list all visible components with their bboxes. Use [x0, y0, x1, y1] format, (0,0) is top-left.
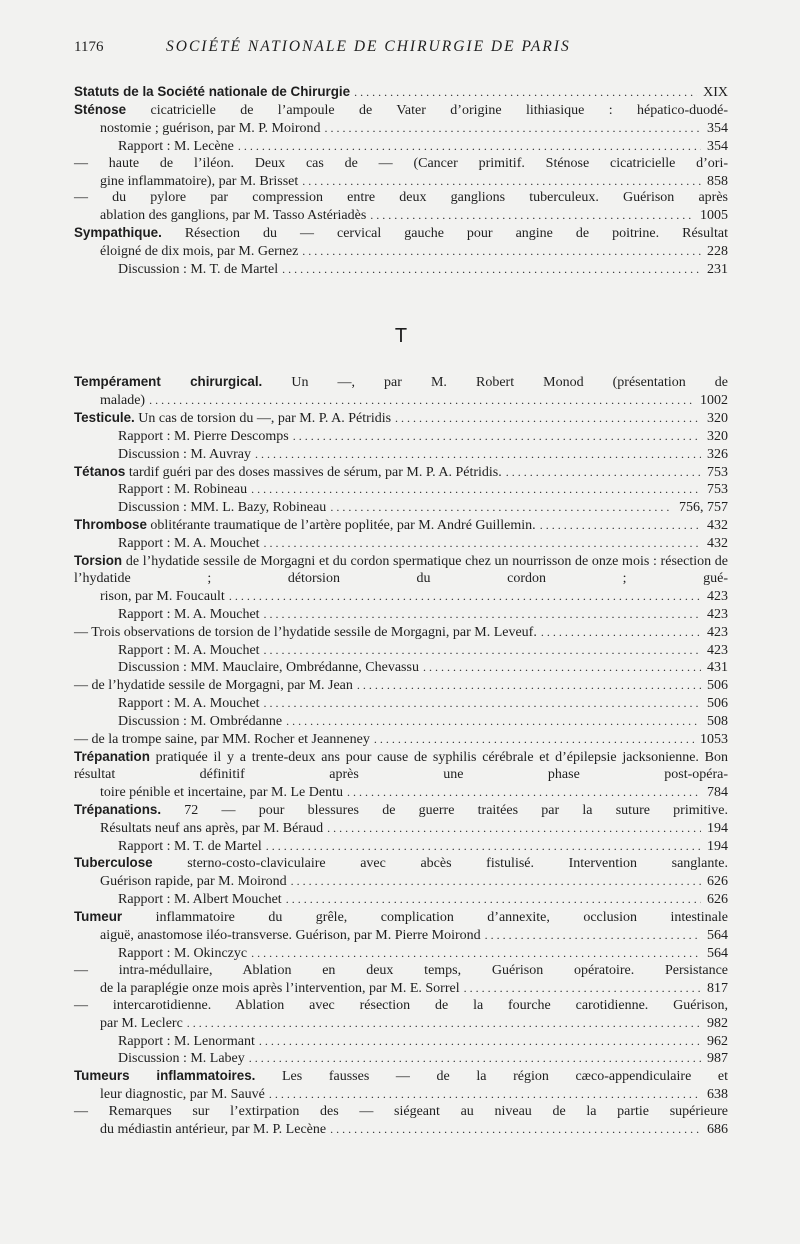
index-line — [74, 410, 728, 428]
entry-continuation: gine inflammatoire), par M. Brisset — [100, 173, 299, 189]
index-entry-thrombose-rap — [74, 535, 728, 553]
line-text — [118, 643, 260, 660]
section-letter: T — [394, 324, 408, 347]
entry-continuation: de la paraplégie onze mois après l’intervention, par M. E. Sorrel — [100, 980, 460, 996]
entry-continuation: nostomie ; guérison, par M. P. Moirond — [100, 120, 321, 136]
sub-entry-text: Rapport : M. A. Mouchet — [118, 642, 260, 658]
dot-leader — [282, 261, 701, 278]
page-ref: 817 — [707, 980, 728, 996]
entry-continuation: toire pénible et incertaine, par M. Le Dentu — [100, 784, 343, 800]
line-text — [118, 696, 260, 713]
line-text — [100, 174, 298, 191]
entry-first-line — [74, 963, 728, 980]
sub-entry-text: Discussion : MM. Mauclaire, Ombrédanne, Chevassu — [118, 660, 419, 676]
index-line — [74, 927, 728, 945]
entry-text: Un —, par M. Robert Monod (présentation de — [291, 374, 728, 390]
line-text — [118, 536, 260, 553]
dot-leader — [238, 138, 701, 155]
index-line — [74, 481, 728, 499]
page-ref: 784 — [707, 784, 728, 800]
index-line — [74, 261, 728, 279]
page-ref: 564 — [707, 928, 728, 944]
dot-leader — [506, 464, 701, 481]
entry-continuation: par M. Leclerc — [100, 1015, 183, 1031]
index-line — [74, 677, 728, 695]
line-text — [74, 625, 537, 642]
page-ref: 962 — [707, 1033, 728, 1049]
index-line — [74, 446, 728, 464]
page-ref: 753 — [707, 482, 728, 498]
index-line — [74, 945, 728, 963]
page-ref: 431 — [707, 660, 728, 676]
index-entry-stenose-ileon — [74, 156, 728, 191]
page-ref: 626 — [707, 874, 728, 890]
page-ref: 1053 — [700, 732, 728, 748]
entry-continuation: Résultats neuf ans après, par M. Béraud — [100, 820, 324, 836]
page-ref: 638 — [707, 1087, 728, 1103]
entry-text: Les fausses — de la région cæco-appendiculaire et — [282, 1069, 729, 1085]
index-line — [74, 1086, 728, 1104]
index-entry-sympathique-disc — [74, 261, 728, 279]
line-text — [100, 928, 481, 945]
index-line — [74, 138, 728, 156]
sub-entry-text: Rapport : M. Pierre Descomps — [118, 428, 289, 444]
line-text — [118, 892, 282, 909]
index-line — [74, 499, 728, 517]
entry-heading: Sympathique. — [74, 225, 162, 241]
page-ref: 626 — [707, 892, 728, 908]
dot-leader — [347, 784, 701, 801]
line-text — [118, 607, 260, 624]
sub-entry-text: Rapport : M. Lenormant — [118, 1033, 255, 1049]
entry-continuation: leur diagnostic, par M. Sauvé — [100, 1087, 265, 1103]
line-text — [100, 1087, 265, 1104]
page-ref: 753 — [707, 464, 728, 480]
index-line — [74, 1033, 728, 1051]
dot-leader — [149, 392, 694, 409]
entry-continuation: Guérison rapide, par M. Moirond — [100, 874, 287, 890]
dot-leader — [249, 1050, 701, 1067]
page-ref: 432 — [707, 518, 728, 534]
index-entry-torsion-rap — [74, 606, 728, 624]
index-line — [74, 624, 728, 642]
line-text — [118, 1034, 255, 1051]
index-line — [74, 464, 728, 482]
line-text — [118, 139, 234, 156]
running-title: SOCIÉTÉ NATIONALE DE CHIRURGIE DE PARIS — [166, 38, 571, 55]
page-ref: 354 — [707, 138, 728, 154]
page-ref: 326 — [707, 446, 728, 462]
entry-text: sterno-costo-claviculaire avec abcès fistulisé. Intervention sanglante. — [187, 856, 729, 872]
index-entry-tumeur — [74, 909, 728, 945]
entry-continuation: rison, par M. Foucault — [100, 588, 225, 604]
page-ref: 320 — [707, 428, 728, 444]
page-ref: 320 — [707, 410, 728, 426]
page-ref: 508 — [707, 714, 728, 730]
entry-text: — de l’hydatide sessile de Morgagni, par M. Jean — [74, 678, 353, 694]
entry-continuation: aiguë, anastomose iléo-transverse. Guérison, par M. Pierre Moirond — [100, 928, 481, 944]
entry-heading: Testicule. — [74, 409, 135, 425]
line-text — [74, 410, 391, 428]
entry-heading: Tempérament chirurgical. — [74, 373, 263, 389]
entry-first-line — [74, 855, 728, 873]
index-line — [74, 243, 728, 261]
page-ref: 423 — [707, 624, 728, 640]
entry-heading: Tumeur — [74, 909, 123, 925]
line-text — [100, 981, 460, 998]
entry-text: — intercarotidienne. Ablation avec résection de la fourche carotidienne. Guérison, — [74, 997, 728, 1013]
sub-entry-text: Rapport : M. Robineau — [118, 482, 248, 498]
index-entry-torsion — [74, 553, 728, 606]
page-ref: 858 — [707, 173, 728, 189]
entry-first-line — [74, 909, 728, 927]
dot-leader — [330, 499, 673, 516]
entry-heading: Torsion — [74, 553, 123, 569]
line-text — [100, 589, 225, 606]
index-line — [74, 1121, 728, 1139]
sub-entry-text: Discussion : M. Auvray — [118, 446, 251, 462]
entry-first-line — [74, 1068, 728, 1086]
entry-first-line — [74, 102, 728, 120]
entry-text: tardif guéri par des doses massives de sérum, par M. P. A. Pétridis. — [128, 464, 502, 480]
index-line — [74, 838, 728, 856]
index-entry-tumeur-rap — [74, 945, 728, 963]
line-text — [100, 121, 321, 138]
entry-first-line — [74, 553, 728, 588]
entry-heading: Tuberculose — [74, 855, 153, 871]
page-ref: XIX — [703, 85, 728, 100]
index-line — [74, 713, 728, 731]
dot-leader — [325, 120, 702, 137]
dot-leader — [485, 927, 701, 944]
index-entry-stenose-pylore — [74, 190, 728, 225]
page-ref: 194 — [707, 820, 728, 836]
page-ref: 506 — [707, 696, 728, 712]
index-entry-trepanation — [74, 749, 728, 802]
index-line — [74, 428, 728, 446]
line-text — [100, 244, 298, 261]
entry-text: 72 — pour blessures de guerre traitées par la suture primitive. — [184, 802, 729, 818]
line-text — [118, 1051, 245, 1068]
index-entry-torsion-trois-disc — [74, 659, 728, 677]
sub-entry-text: Rapport : M. T. de Martel — [118, 838, 262, 854]
index-line — [74, 1050, 728, 1068]
index-line — [74, 873, 728, 891]
index-line — [74, 606, 728, 624]
entry-text: inflammatoire du grêle, complication d’annexite, occlusion intestinale — [155, 910, 728, 926]
index-line — [74, 1015, 728, 1033]
page-ref: 423 — [707, 588, 728, 604]
entry-text: pratiquée il y a trente-deux ans pour cause de syphilis cérébrale et d’épilepsie jacksonienne. Bon résultat définitif après une phase post-opéra- — [74, 750, 729, 782]
page-ref: 1002 — [700, 392, 728, 408]
index-line — [74, 173, 728, 191]
page-ref: 686 — [707, 1122, 728, 1138]
line-text — [100, 393, 145, 410]
sub-entry-text: Rapport : M. A. Mouchet — [118, 696, 260, 712]
dot-leader — [330, 1121, 701, 1138]
page-ref: 432 — [707, 536, 728, 552]
entry-text: Un cas de torsion du —, par M. P. A. Pétridis — [138, 410, 392, 426]
page-ref: 423 — [707, 642, 728, 658]
index-entry-tumeur-inter — [74, 998, 728, 1033]
sub-entry-text: Rapport : M. A. Mouchet — [118, 536, 260, 552]
line-text — [100, 208, 366, 225]
dot-leader — [302, 173, 701, 190]
index-entry-torsion-trois — [74, 624, 728, 642]
sub-entry-text: Rapport : M. Albert Mouchet — [118, 892, 282, 908]
entry-heading: Statuts de la Société nationale de Chirurgie — [74, 84, 351, 99]
line-text — [100, 874, 287, 891]
page-ref: 506 — [707, 678, 728, 694]
sub-entry-text: Rapport : M. Okinczyc — [118, 945, 248, 961]
line-text — [118, 714, 282, 731]
entry-text: — Trois observations de torsion de l’hydatide sessile de Morgagni, par M. Leveuf. — [74, 624, 537, 640]
entry-first-line — [74, 156, 728, 173]
index-entry-tetanos — [74, 464, 728, 482]
sub-entry-text: Discussion : M. Labey — [118, 1051, 245, 1067]
entry-text: Résection du — cervical gauche pour angine de poitrine. Résultat — [184, 226, 728, 242]
page-ref: 982 — [707, 1015, 728, 1031]
entry-continuation: éloigné de dix mois, par M. Gernez — [100, 244, 299, 260]
line-text — [118, 447, 251, 464]
index-entry-torsion-trompe — [74, 731, 728, 749]
dot-leader — [370, 207, 694, 224]
index-entry-testicule — [74, 410, 728, 428]
line-text — [100, 1016, 183, 1033]
line-text — [74, 678, 353, 695]
page-ref: 756, 757 — [679, 500, 728, 516]
dot-leader — [357, 677, 701, 694]
dot-leader — [269, 1086, 701, 1103]
page-number: 1176 — [74, 39, 104, 55]
entry-text: — du pylore par compression entre deux ganglions tuberculeux. Guérison après — [74, 190, 728, 206]
index-entry-testicule-disc — [74, 446, 728, 464]
index-line — [74, 980, 728, 998]
entry-first-line — [74, 1104, 728, 1121]
entry-first-line — [74, 998, 728, 1015]
dot-leader — [264, 695, 701, 712]
page-ref: 231 — [707, 262, 728, 278]
line-text — [100, 785, 343, 802]
index-entry-tetanos-disc — [74, 499, 728, 517]
entry-text: de l’hydatide sessile de Morgagni et du cordon spermatique chez un nourrisson de onze mois : résection de l’hydatide ; détorsion du cordon ; gué- — [74, 554, 729, 586]
entry-continuation: malade) — [100, 392, 146, 408]
dot-leader — [259, 1033, 701, 1050]
entry-text: — intra-médullaire, Ablation en deux temps, Guérison opératoire. Persistance — [74, 962, 728, 978]
index-entry-tumeur-inter-disc — [74, 1050, 728, 1068]
index-entry-stenose — [74, 102, 728, 138]
dot-leader — [264, 606, 701, 623]
sub-entry-text: Discussion : M. T. de Martel — [118, 262, 279, 278]
line-text — [118, 429, 289, 446]
index-line — [74, 659, 728, 677]
line-text — [74, 732, 370, 749]
index-line — [74, 120, 728, 138]
index-entry-torsion-hyd — [74, 677, 728, 695]
index-entry-trepanations — [74, 802, 728, 838]
index-line — [74, 891, 728, 909]
index-line — [74, 84, 728, 102]
dot-leader — [291, 873, 701, 890]
line-text — [74, 464, 502, 482]
dot-leader — [464, 980, 701, 997]
entry-heading: Thrombose — [74, 517, 147, 533]
entry-heading: Trépanation — [74, 749, 150, 764]
index-line — [74, 517, 728, 535]
dot-leader — [266, 838, 701, 855]
line-text — [74, 517, 536, 535]
index-entry-tetanos-rap — [74, 481, 728, 499]
dot-leader — [251, 481, 701, 498]
dot-leader — [374, 731, 694, 748]
entry-first-line — [74, 374, 728, 392]
index-entry-sympathique — [74, 225, 728, 261]
page-ref: 423 — [707, 606, 728, 622]
page-ref: 987 — [707, 1051, 728, 1067]
index-line — [74, 784, 728, 802]
sub-entry-text: Discussion : M. Ombrédanne — [118, 714, 283, 730]
dot-leader — [264, 642, 701, 659]
index-line — [74, 535, 728, 553]
index-line — [74, 820, 728, 838]
entry-heading: Tétanos — [74, 463, 126, 479]
index-line — [74, 588, 728, 606]
line-text — [118, 660, 419, 677]
entry-heading: Sténose — [74, 101, 127, 117]
index-entry-temperament — [74, 374, 728, 410]
dot-leader — [251, 945, 701, 962]
dot-leader — [286, 891, 701, 908]
index-section-t — [74, 374, 728, 1139]
index-entry-testicule-rap — [74, 428, 728, 446]
line-text — [74, 84, 350, 102]
line-text — [100, 1122, 326, 1139]
sub-entry-text: Discussion : MM. L. Bazy, Robineau — [118, 500, 327, 516]
index-entry-stenose-rapport — [74, 138, 728, 156]
entry-first-line — [74, 225, 728, 243]
index-entry-tumeurs-rem — [74, 1104, 728, 1139]
page-ref: 228 — [707, 244, 728, 260]
dot-leader — [264, 535, 701, 552]
index-line — [74, 207, 728, 225]
line-text — [118, 500, 326, 517]
page-ref: 194 — [707, 838, 728, 854]
line-text — [118, 482, 247, 499]
entry-heading: Trépanations. — [74, 801, 162, 817]
sub-entry-text: Rapport : M. Lecène — [118, 138, 234, 154]
dot-leader — [540, 517, 701, 534]
line-text — [100, 821, 323, 838]
dot-leader — [229, 588, 701, 605]
dot-leader — [187, 1015, 701, 1032]
dot-leader — [286, 713, 701, 730]
dot-leader — [302, 243, 701, 260]
index-section-s — [74, 84, 728, 279]
entry-heading: Tumeurs inflammatoires. — [74, 1068, 256, 1084]
line-text — [118, 839, 262, 856]
index-line — [74, 695, 728, 713]
index-line — [74, 392, 728, 410]
index-line — [74, 731, 728, 749]
index-entry-thrombose — [74, 517, 728, 535]
index-entry-tumeur-intra — [74, 963, 728, 998]
dot-leader — [354, 84, 697, 101]
entry-text: — de la trompe saine, par MM. Rocher et Jeanneney — [74, 732, 370, 748]
page-header — [74, 38, 728, 60]
index-entry-torsion-hyd-rap — [74, 695, 728, 713]
entry-text: — Remarques sur l’extirpation des — siégeant au niveau de la partie supérieure — [74, 1104, 728, 1120]
line-text — [118, 262, 278, 279]
dot-leader — [255, 446, 701, 463]
entry-text: cicatricielle de l’ampoule de Vater d’origine lithiasique : hépatico-duodé- — [150, 102, 728, 118]
dot-leader — [541, 624, 701, 641]
entry-first-line — [74, 190, 728, 207]
entry-text: — haute de l’iléon. Deux cas de — (Cancer primitif. Sténose cicatricielle d’ori- — [74, 155, 728, 171]
dot-leader — [423, 659, 701, 676]
index-entry-tuberculose — [74, 855, 728, 891]
entry-first-line — [74, 802, 728, 820]
page-ref: 354 — [707, 120, 728, 136]
page-ref: 564 — [707, 945, 728, 961]
index-entry-tuberculose-rap — [74, 891, 728, 909]
page-ref: 1005 — [700, 208, 728, 224]
dot-leader — [395, 410, 701, 427]
entry-text: oblitérante traumatique de l’artère poplitée, par M. André Guillemin. — [150, 518, 536, 534]
index-entry-statuts — [74, 84, 728, 102]
entry-first-line — [74, 749, 728, 784]
index-entry-tumeur-inter-rap — [74, 1033, 728, 1051]
dot-leader — [327, 820, 701, 837]
index-entry-tumeurs — [74, 1068, 728, 1104]
index-entry-trepanations-rap — [74, 838, 728, 856]
index-entry-torsion-hyd-disc — [74, 713, 728, 731]
index-line — [74, 642, 728, 660]
entry-continuation: ablation des ganglions, par M. Tasso Astériadès — [100, 208, 367, 224]
entry-continuation: du médiastin antérieur, par M. P. Lecène — [100, 1122, 327, 1138]
line-text — [118, 946, 247, 963]
dot-leader — [293, 428, 701, 445]
sub-entry-text: Rapport : M. A. Mouchet — [118, 606, 260, 622]
index-entry-torsion-trois-rap — [74, 642, 728, 660]
